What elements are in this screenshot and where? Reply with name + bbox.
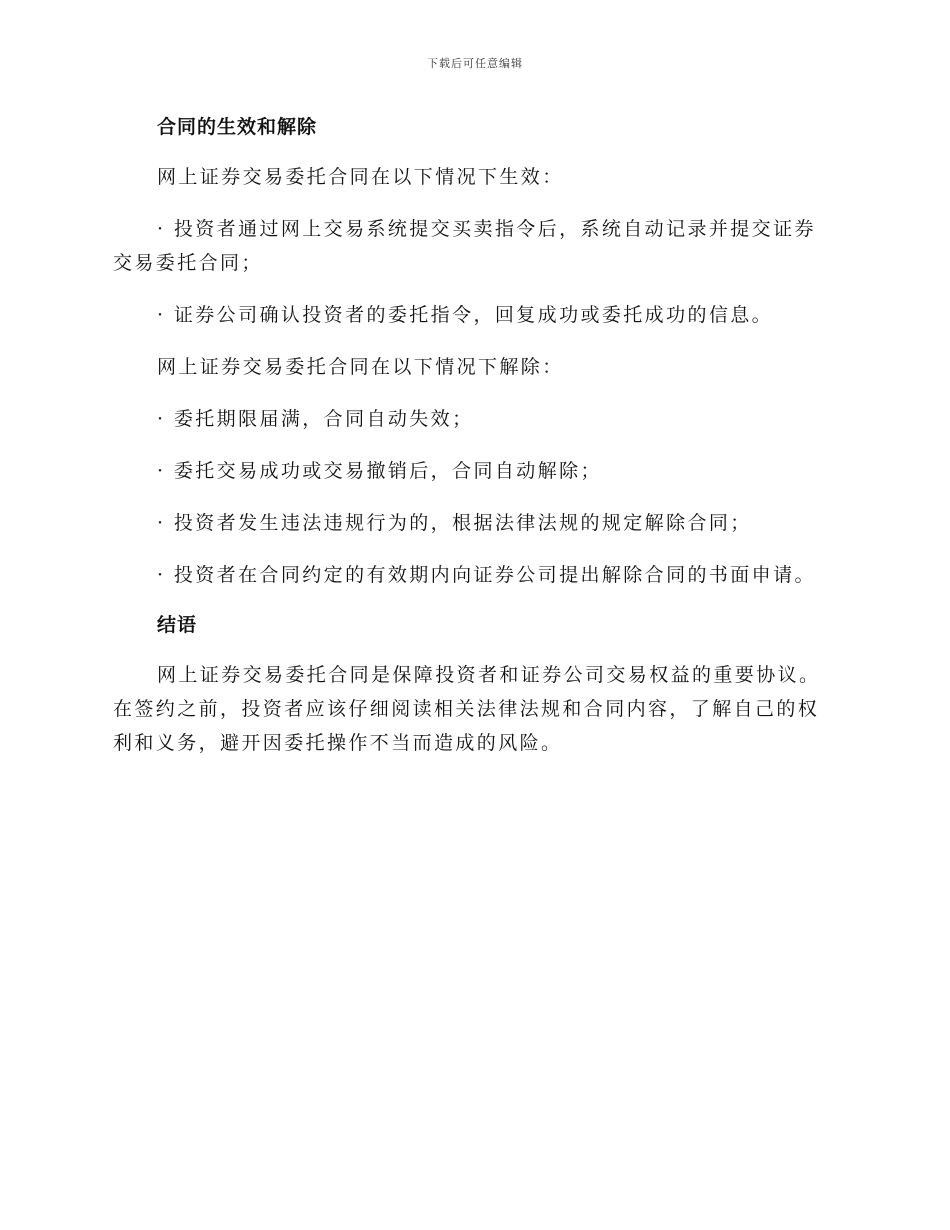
paragraph-effect-intro: 网上证券交易委托合同在以下情况下生效： [157,166,564,188]
paragraph-conclusion: 网上证券交易委托合同是保障投资者和证券公司交易权益的重要协议。在签约之前，投资者应该仔细阅读相关法律法规和合同内容，了解自己的权利和义务，避开因委托操作不当而造成的风险。 [113,664,821,754]
list-item-termination-4: · 投资者在合同约定的有效期内向证券公司提出解除合同的书面申请。 [157,564,816,586]
list-item-effect-1: · 投资者通过网上交易系统提交买卖指令后，系统自动记录并提交证券交易委托合同； [113,218,816,274]
document-body [113,112,833,760]
paragraph-termination-intro: 网上证券交易委托合同在以下情况下解除： [157,356,564,378]
list-item-termination-3: · 投资者发生违法违规行为的，根据法律法规的规定解除合同； [157,512,752,534]
section-heading-conclusion: 结语 [157,614,198,636]
page-header-note: 下载后可任意编辑 [427,57,523,70]
list-item-effect-2: · 证券公司确认投资者的委托指令，回复成功或委托成功的信息。 [157,304,774,326]
list-item-termination-1: · 委托期限届满，合同自动失效； [157,408,474,430]
list-item-termination-2: · 委托交易成功或交易撤销后，合同自动解除； [157,460,602,482]
section-heading-effect-termination: 合同的生效和解除 [157,116,318,138]
